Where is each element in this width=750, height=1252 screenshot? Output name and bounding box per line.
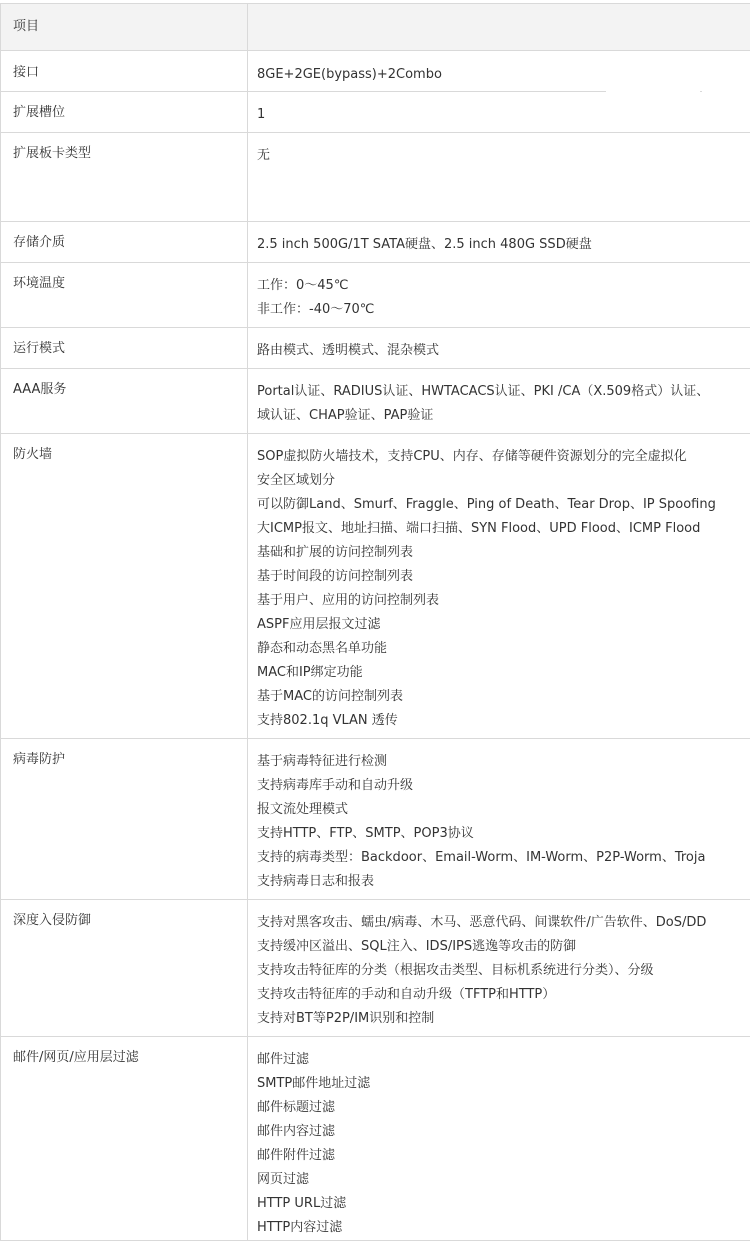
row-value-line: 基于时间段的访问控制列表 (257, 569, 414, 584)
row-label-cell (0, 899, 248, 1036)
row-value-line: HTTP URL过滤 (257, 1196, 347, 1211)
row-label-cell (0, 433, 248, 738)
row-label-cell (0, 51, 248, 91)
row-value-line: SMTP邮件地址过滤 (257, 1076, 371, 1091)
table-row (0, 51, 750, 92)
row-value-cell (248, 1036, 750, 1252)
table-row (0, 368, 750, 434)
row-label: 存储介质 (13, 235, 66, 250)
row-value-line: 8GE+2GE(bypass)+2Combo (257, 67, 442, 82)
row-value-line: ASPF应用层报文过滤 (257, 617, 381, 632)
row-label: 扩展槽位 (13, 105, 66, 120)
row-label-cell (0, 368, 248, 433)
row-label-cell (0, 1036, 248, 1240)
row-value-line: 非工作：-40～70℃ (257, 302, 375, 317)
row-value-line: 支持病毒库手动和自动升级 (257, 778, 414, 793)
row-value-line: 工作：0～45℃ (257, 278, 349, 293)
row-value-line: 基于病毒特征进行检测 (257, 754, 388, 769)
row-value-cell (248, 738, 750, 911)
row-value-line: 1 (257, 107, 266, 122)
row-value-line: 支持攻击特征库的手动和自动升级（TFTP和HTTP） (257, 987, 556, 1002)
row-value-line: 网页过滤 (257, 1172, 310, 1187)
row-value-line: 安全区域划分 (257, 473, 336, 488)
row-value-line: 支持对黑客攻击、蠕虫/病毒、木马、恶意代码、间谍软件/广告软件、DoS/DD (257, 915, 707, 930)
table-row (0, 132, 750, 222)
row-value-line: 基础和扩展的访问控制列表 (257, 545, 414, 560)
header-value-label (257, 16, 750, 40)
table-row (0, 899, 750, 1037)
row-label: AAA服务 (13, 382, 67, 397)
row-label-cell (0, 132, 248, 221)
row-label: 扩展板卡类型 (13, 146, 92, 161)
row-label-cell (0, 327, 248, 368)
table-row (0, 433, 750, 739)
table-row (0, 221, 750, 263)
row-value-line: Portal认证、RADIUS认证、HWTACACS认证、PKI /CA（X.509格式）认证、 (257, 384, 710, 399)
row-value-line: MAC和IP绑定功能 (257, 665, 363, 680)
row-value-cell (248, 433, 750, 750)
row-value-line: HTTP内容过滤 (257, 1220, 343, 1235)
row-label: 环境温度 (13, 276, 66, 291)
row-value-cell (248, 899, 750, 1048)
row-value-line: 可以防御Land、Smurf、Fraggle、Ping of Death、Tear Drop、IP Spoofing (257, 497, 716, 512)
row-value-line: 邮件内容过滤 (257, 1124, 336, 1139)
row-value-line: 路由模式、透明模式、混杂模式 (257, 343, 440, 358)
table-row (0, 262, 750, 328)
header-item-label: 项目 (13, 19, 40, 34)
table-header-row (0, 3, 750, 51)
row-label: 运行模式 (13, 341, 66, 356)
row-value-line: 静态和动态黑名单功能 (257, 641, 388, 656)
row-value-line: 基于MAC的访问控制列表 (257, 689, 403, 704)
row-label: 病毒防护 (13, 752, 66, 767)
row-value-line: 大ICMP报文、地址扫描、端口扫描、SYN Flood、UPD Flood、ICMP Flood (257, 521, 701, 536)
row-value-line: 邮件过滤 (257, 1052, 310, 1067)
row-value-line: 邮件附件过滤 (257, 1148, 336, 1163)
table-row (0, 327, 750, 369)
row-value-line: 邮件标题过滤 (257, 1100, 336, 1115)
table-row (0, 738, 750, 900)
row-value-line: 域认证、CHAP验证、PAP验证 (257, 408, 434, 423)
row-value-cell (248, 132, 750, 233)
border-gap (702, 91, 750, 92)
border-gap (606, 91, 700, 92)
row-label-cell (0, 91, 248, 132)
row-value-line: 支持对BT等P2P/IM识别和控制 (257, 1011, 435, 1026)
row-label-cell (0, 221, 248, 262)
row-value-line: 2.5 inch 500G/1T SATA硬盘、2.5 inch 480G SSD硬盘 (257, 237, 592, 252)
table-row (0, 1036, 750, 1241)
row-value-line: 报文流处理模式 (257, 802, 349, 817)
row-label-cell (0, 262, 248, 327)
row-value-line: 支持病毒日志和报表 (257, 874, 375, 889)
row-value-line: SOP虚拟防火墙技术，支持CPU、内存、存储等硬件资源划分的完全虚拟化 (257, 449, 687, 464)
row-value-line: 无 (257, 148, 271, 163)
row-label-cell (0, 738, 248, 899)
row-value-line: 支持缓冲区溢出、SQL注入、IDS/IPS逃逸等攻击的防御 (257, 939, 577, 954)
table-row (0, 91, 750, 133)
header-item-cell (0, 4, 248, 50)
row-label: 邮件/网页/应用层过滤 (13, 1050, 139, 1065)
row-value-line: 基于用户、应用的访问控制列表 (257, 593, 440, 608)
row-value-line: 支持攻击特征库的分类（根据攻击类型、目标机系统进行分类）、分级 (257, 963, 654, 978)
row-value-line: 支持的病毒类型：Backdoor、Email-Worm、IM-Worm、P2P-Worm、Troja (257, 850, 706, 865)
row-label: 防火墙 (13, 447, 53, 462)
row-label: 接口 (13, 65, 40, 80)
row-value-line: 支持HTTP、FTP、SMTP、POP3协议 (257, 826, 474, 841)
row-value-line: 支持802.1q VLAN 透传 (257, 713, 398, 728)
row-label: 深度入侵防御 (13, 913, 92, 928)
